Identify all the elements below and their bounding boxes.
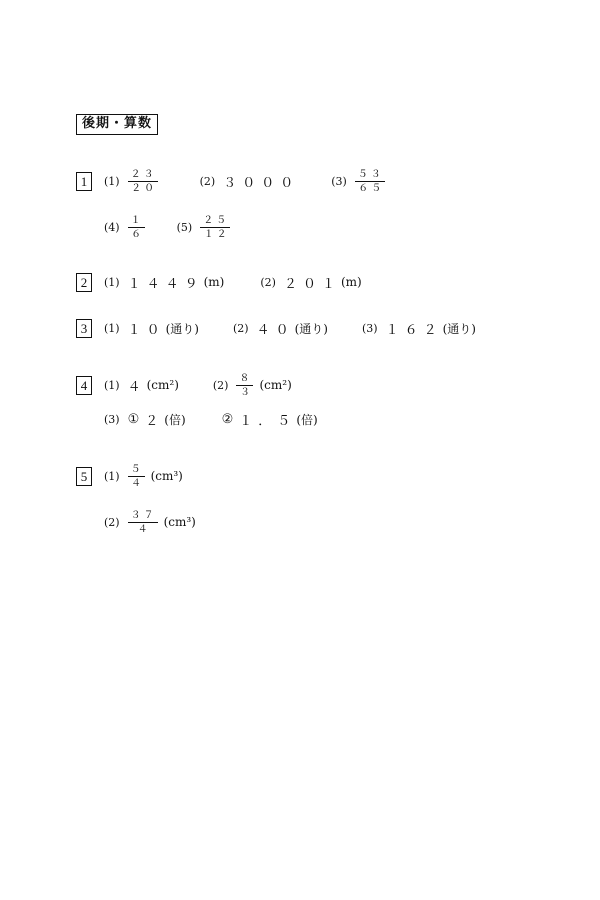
answer-2-2 — [260, 273, 361, 292]
question-4-row-2 — [104, 404, 318, 434]
answer-3-3 — [362, 319, 476, 338]
answer-number: (5) — [176, 220, 193, 234]
question-3-row — [104, 313, 476, 343]
answer-value: ３０００ — [223, 175, 300, 191]
answer-1-1 — [104, 169, 158, 194]
answer-value: １０ — [127, 322, 166, 338]
answer-unit: (倍) — [296, 412, 318, 427]
numerator: ５ — [128, 464, 145, 477]
fraction — [355, 169, 385, 194]
fraction — [128, 464, 145, 489]
denominator: ２０ — [131, 182, 158, 194]
answer-4-2 — [213, 373, 292, 398]
answer-unit: (倍) — [164, 412, 186, 427]
answer-value: ４０ — [256, 322, 295, 338]
answer-number: (1) — [104, 378, 120, 392]
denominator: ６ — [131, 228, 145, 240]
answer-3-2 — [233, 319, 328, 338]
answer-unit: (通り) — [294, 321, 328, 336]
denominator: １２ — [203, 228, 230, 240]
answer-4-3 — [104, 410, 318, 429]
answer-unit: (通り) — [165, 321, 199, 336]
answer-1-2 — [200, 172, 300, 191]
answer-number: (2) — [260, 275, 276, 289]
numerator: ５３ — [355, 169, 385, 182]
answer-number: (3) — [331, 174, 347, 188]
fraction — [200, 215, 230, 240]
answer-1-3 — [331, 169, 385, 194]
question-1-row-1 — [104, 166, 385, 196]
answer-unit: (cm²) — [146, 378, 179, 392]
answer-number: (1) — [104, 275, 120, 289]
answer-3-1 — [104, 319, 199, 338]
fraction — [128, 215, 145, 240]
answer-unit: (cm³) — [163, 515, 196, 529]
answer-1-4 — [104, 215, 145, 240]
answer-unit: (通り) — [442, 321, 476, 336]
fraction — [128, 169, 158, 194]
question-5-row-1 — [104, 461, 183, 491]
denominator: ６５ — [358, 182, 385, 194]
answer-5-2 — [104, 510, 196, 535]
question-3-label: 3 — [76, 319, 92, 338]
question-4-label: 4 — [76, 376, 92, 395]
answer-number: (2) — [232, 321, 249, 335]
answer-4-1 — [104, 376, 179, 395]
answer-value: １６２ — [385, 322, 443, 338]
answer-number: (1) — [104, 174, 120, 188]
numerator: ２３ — [128, 169, 158, 182]
answer-unit: (cm²) — [259, 378, 292, 392]
question-4-row-1 — [104, 370, 292, 400]
answer-number: (1) — [104, 321, 120, 335]
denominator: ４ — [131, 477, 145, 489]
numerator: １ — [128, 215, 145, 228]
answer-value: １４４９ — [127, 276, 204, 292]
answer-1-5 — [177, 215, 231, 240]
answer-number: (2) — [104, 515, 120, 529]
answer-number: (3) — [104, 412, 120, 426]
page-title: 後期・算数 — [76, 114, 158, 135]
denominator: ３ — [239, 386, 253, 398]
answer-5-1 — [104, 464, 183, 489]
answer-value: ２０１ — [283, 276, 341, 292]
answer-unit: (m) — [340, 275, 362, 289]
answer-value: １．５ — [239, 413, 297, 429]
answer-unit: (m) — [203, 275, 225, 289]
answer-number: (2) — [199, 174, 216, 188]
numerator: ８ — [236, 373, 253, 386]
numerator: ２５ — [200, 215, 230, 228]
answer-unit: (cm³) — [150, 469, 183, 483]
question-2-row — [104, 267, 362, 297]
question-1-label: 1 — [76, 172, 92, 191]
answer-number: (3) — [361, 321, 378, 335]
answer-value: ４ — [127, 379, 147, 395]
answer-number: (2) — [212, 378, 229, 392]
question-5-row-2 — [104, 507, 196, 537]
question-5-label: 5 — [76, 467, 92, 486]
answer-number: (1) — [104, 469, 120, 483]
fraction — [128, 510, 158, 535]
denominator: ４ — [137, 523, 151, 535]
answer-value: ２ — [145, 413, 165, 429]
sub-number-2: ② — [221, 411, 236, 427]
numerator: ３７ — [128, 510, 158, 523]
sub-number-1: ① — [127, 411, 142, 427]
answer-2-1 — [104, 273, 224, 292]
question-1-row-2 — [104, 212, 230, 242]
fraction — [236, 373, 253, 398]
answer-number: (4) — [104, 220, 120, 234]
question-2-label: 2 — [76, 273, 92, 292]
